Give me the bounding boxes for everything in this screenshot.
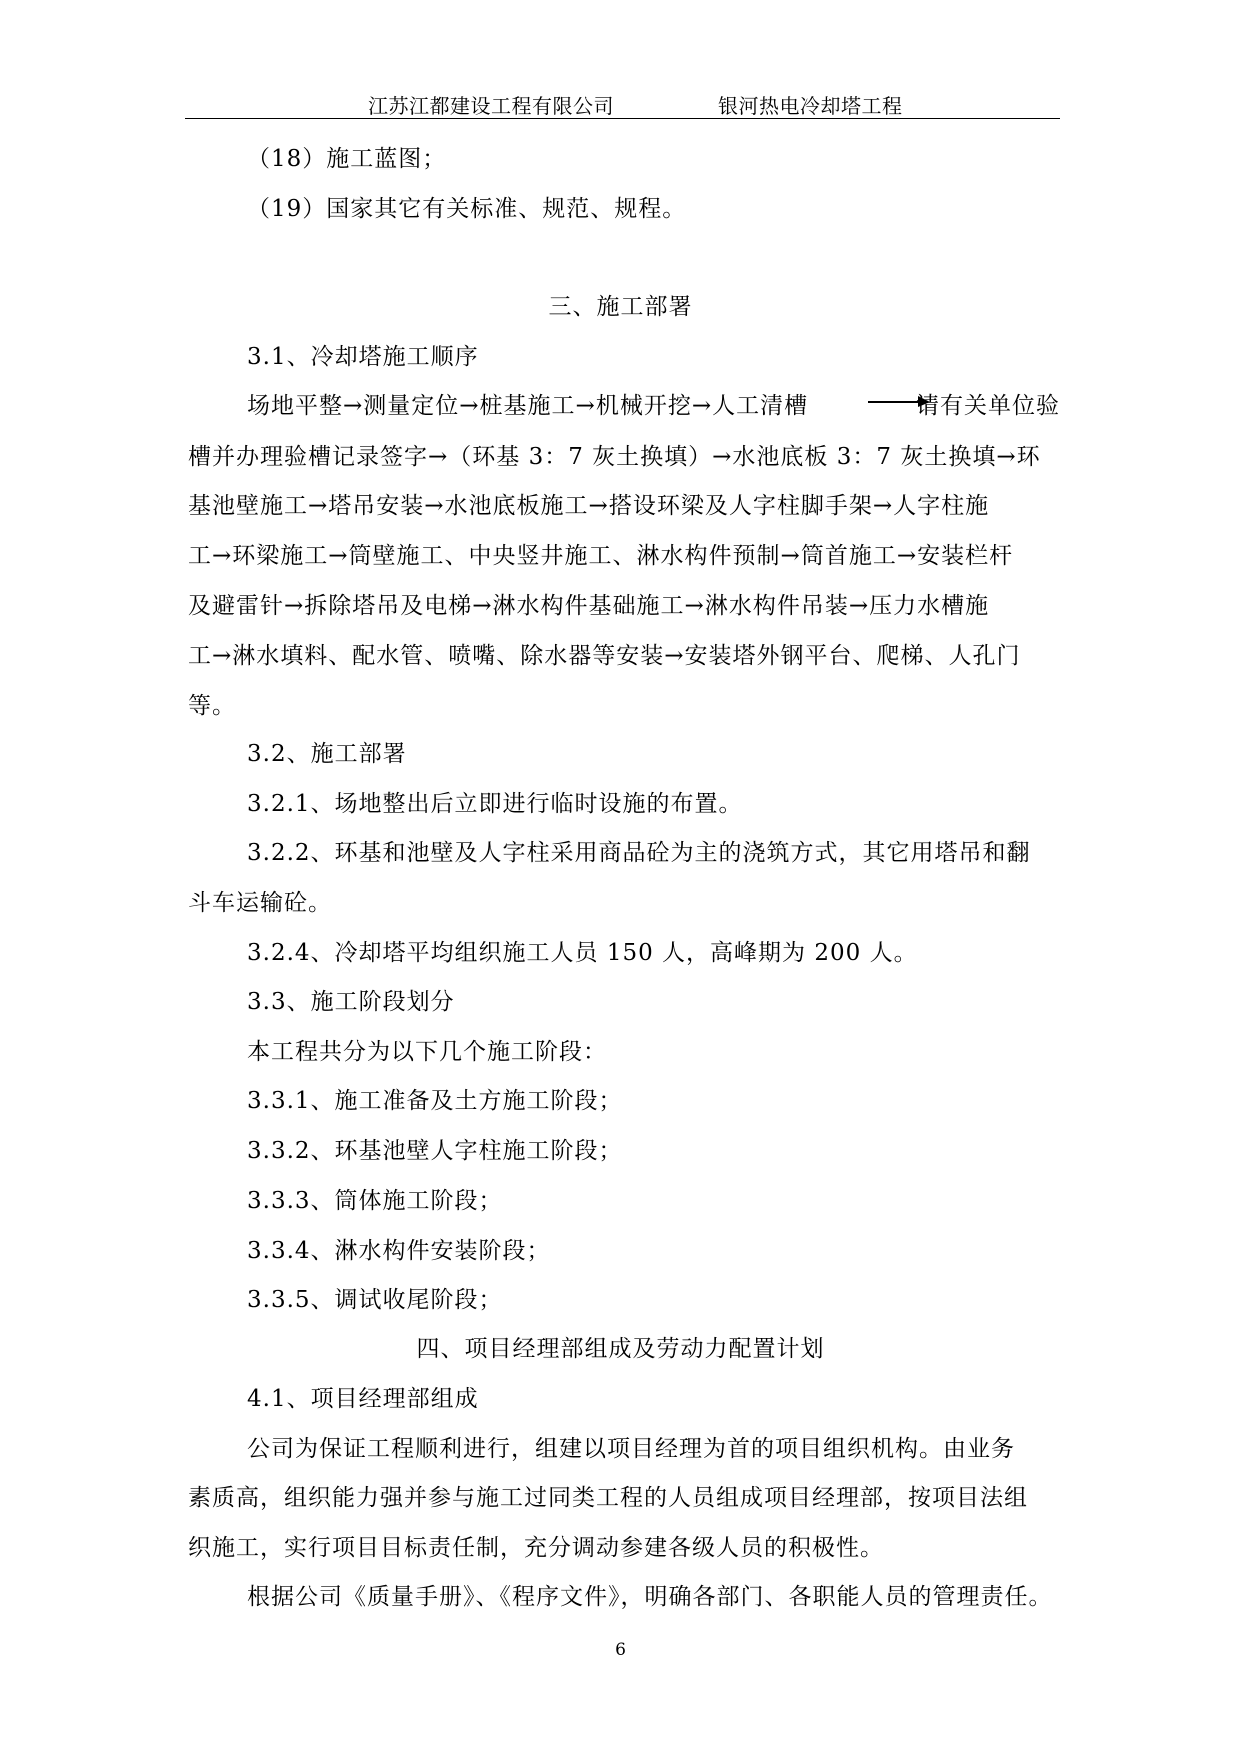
list-item-18: （18）施工蓝图； [247, 146, 447, 172]
list-item-3-3-3: 3.3.3、筒体施工阶段； [247, 1188, 503, 1214]
list-item-19: （19）国家其它有关标准、规范、规程。 [247, 196, 687, 222]
subheading-3-3: 3.3、施工阶段划分 [247, 989, 455, 1015]
sequence-line-1a: 场地平整→测量定位→桩基施工→机械开挖→人工清槽 [247, 393, 809, 419]
sequence-line-4: 工→环梁施工→筒壁施工、中央竖井施工、淋水构件预制→筒首施工→安装栏杆 [188, 543, 1014, 569]
section-heading-3: 三、施工部署 [548, 294, 693, 320]
paragraph-3-2-4: 3.2.4、冷却塔平均组织施工人员 150 人，高峰期为 200 人。 [247, 940, 918, 966]
subheading-3-1: 3.1、冷却塔施工顺序 [247, 344, 479, 370]
sequence-line-3: 基池壁施工→塔吊安装→水池底板施工→搭设环梁及人字柱脚手架→人字柱施 [188, 493, 990, 519]
sequence-line-1b: 请有关单位验 [916, 393, 1060, 419]
list-item-3-3-4: 3.3.4、淋水构件安装阶段； [247, 1238, 551, 1264]
list-item-3-3-1: 3.3.1、施工准备及土方施工阶段； [247, 1088, 623, 1114]
sequence-line-6: 工→淋水填料、配水管、喷嘴、除水器等安装→安装塔外钢平台、爬梯、人孔门 [188, 643, 1021, 669]
subheading-4-1: 4.1、项目经理部组成 [247, 1386, 479, 1412]
sequence-line-2: 槽并办理验槽记录签字→（环基 3：7 灰土换填）→水池底板 3：7 灰土换填→环 [188, 444, 1041, 470]
section-heading-4: 四、项目经理部组成及劳动力配置计划 [416, 1336, 825, 1362]
sequence-line-7: 等。 [188, 693, 236, 719]
paragraph-4-1-line-4: 根据公司《质量手册》、《程序文件》，明确各部门、各职能人员的管理责任。 [247, 1584, 1053, 1610]
subheading-3-2: 3.2、施工部署 [247, 741, 407, 767]
paragraph-3-2-1: 3.2.1、场地整出后立即进行临时设施的布置。 [247, 791, 743, 817]
list-item-3-3-5: 3.3.5、调试收尾阶段； [247, 1287, 503, 1313]
sequence-line-5: 及避雷针→拆除塔吊及电梯→淋水构件基础施工→淋水构件吊装→压力水槽施 [188, 593, 990, 619]
header-project: 银河热电冷却塔工程 [718, 94, 903, 118]
paragraph-3-2-2: 3.2.2、环基和池壁及人字柱采用商品砼为主的浇筑方式，其它用塔吊和翻 [247, 840, 1031, 866]
page-header [188, 90, 1058, 120]
header-company: 江苏江都建设工程有限公司 [368, 94, 614, 118]
list-item-3-3-2: 3.3.2、环基池壁人字柱施工阶段； [247, 1138, 623, 1164]
paragraph-4-1-line-1: 公司为保证工程顺利进行，组建以项目经理为首的项目组织机构。由业务 [247, 1436, 1015, 1462]
page-number: 6 [615, 1640, 626, 1660]
paragraph-4-1-line-3: 织施工，实行项目目标责任制，充分调动参建各级人员的积极性。 [188, 1535, 884, 1561]
header-rule [185, 118, 1060, 119]
paragraph-4-1-line-2: 素质高，组织能力强并参与施工过同类工程的人员组成项目经理部，按项目法组 [188, 1485, 1028, 1511]
paragraph-3-2-2-cont: 斗车运输砼。 [188, 890, 332, 916]
paragraph-stages-intro: 本工程共分为以下几个施工阶段： [247, 1039, 607, 1065]
